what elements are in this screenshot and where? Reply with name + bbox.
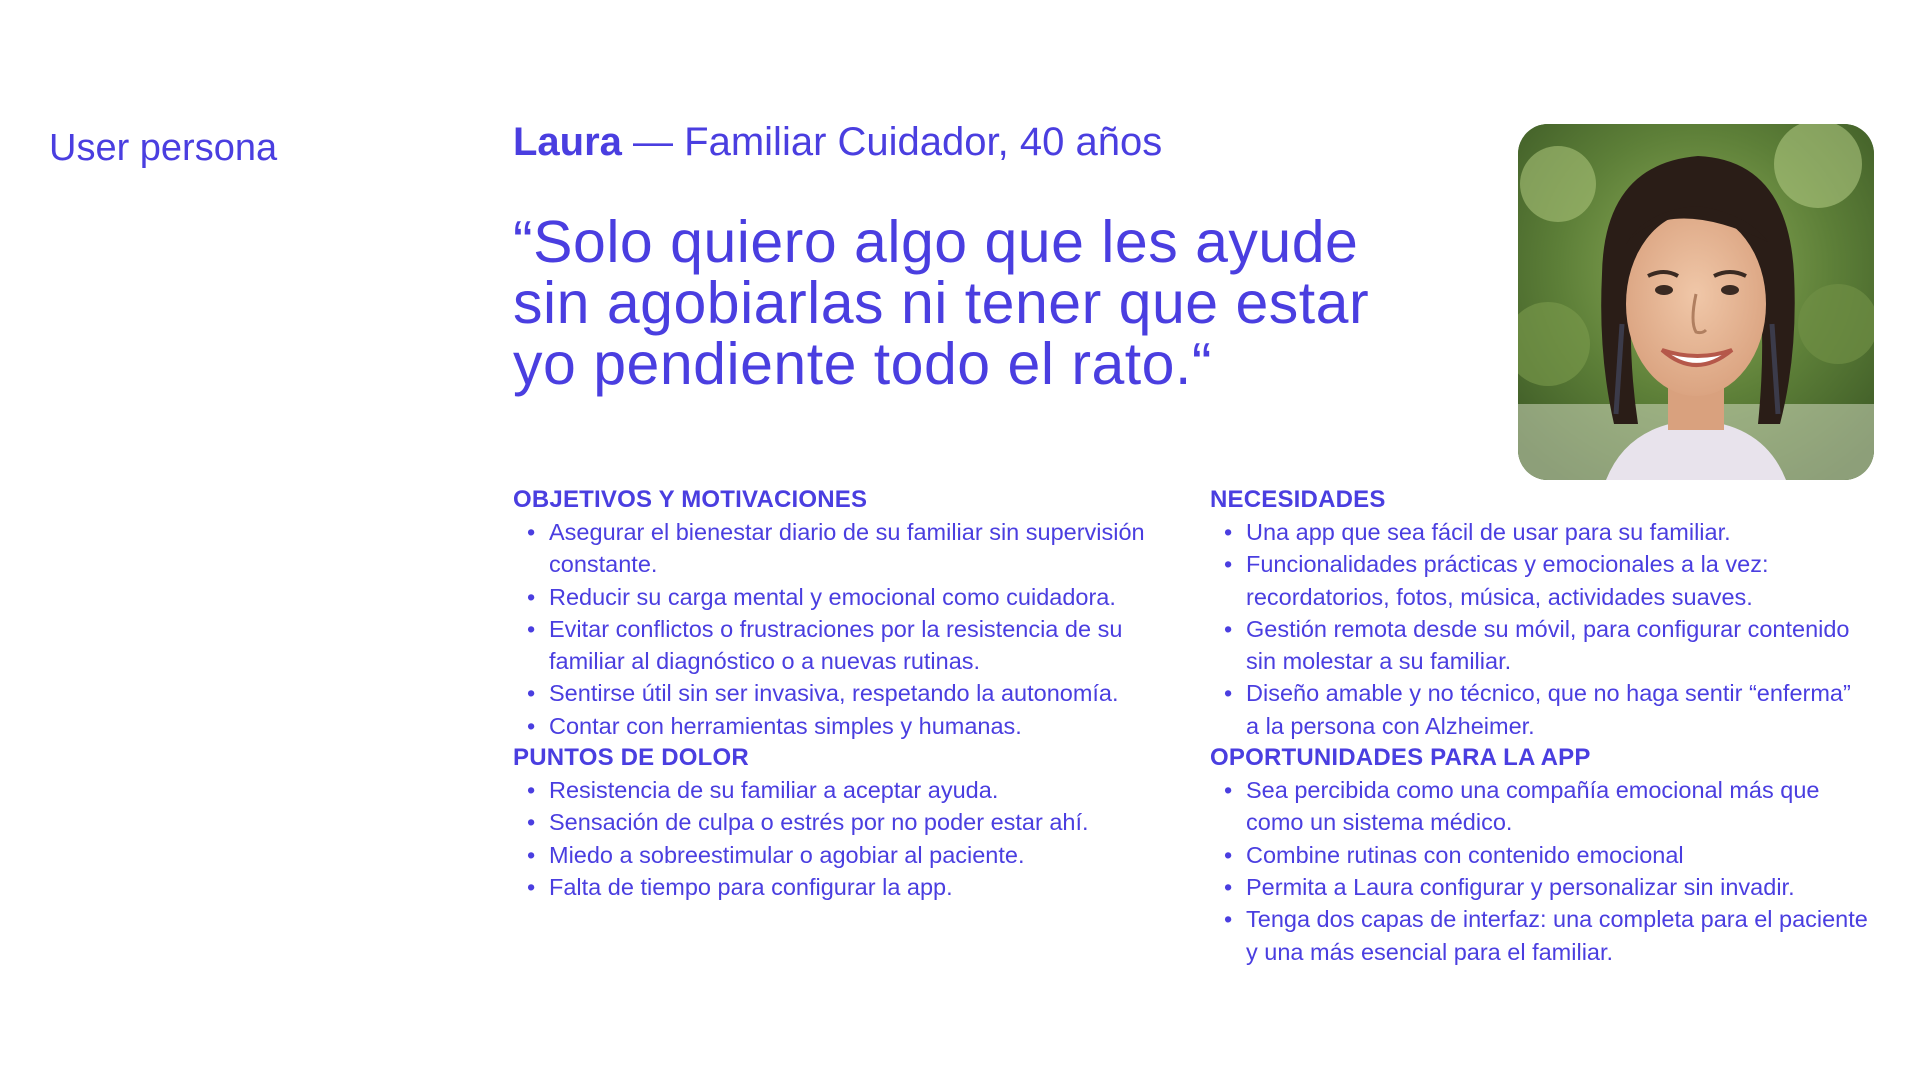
persona-quote: “Solo quiero algo que les ayude sin agobiarlas ni tener que estar yo pendiente todo el rato.“ [513, 209, 1370, 397]
list-dolor [513, 774, 1193, 903]
list-item: • Evitar conflictos o frustraciones por la resistencia de su familiar al diagnóstico o a nuevas rutinas. [513, 613, 1193, 678]
bullet-icon: • [1224, 615, 1233, 642]
bullet-icon: • [1224, 841, 1233, 868]
list-item: • Una app que sea fácil de usar para su familiar. [1210, 516, 1870, 548]
bullet-icon: • [1224, 519, 1233, 545]
list-item: • Sensación de culpa o estrés por no poder estar ahí. [513, 806, 1193, 838]
bullet-icon: • [527, 841, 536, 868]
list-item: • Resistencia de su familiar a aceptar ayuda. [513, 774, 1193, 806]
persona-role: — Familiar Cuidador, 40 años [621, 120, 1163, 164]
bullet-icon: • [527, 712, 536, 739]
list-oportunidades [1210, 774, 1870, 968]
section-objetivos [513, 484, 1193, 742]
section-heading-necesidades: NECESIDADES [1210, 486, 1386, 513]
bullet-icon: • [527, 519, 536, 545]
list-item: • Asegurar el bienestar diario de su familiar sin supervisión constante. [513, 516, 1193, 581]
bullet-icon: • [527, 583, 536, 610]
section-heading-dolor: PUNTOS DE DOLOR [513, 744, 749, 772]
right-column [1210, 484, 1870, 968]
section-oportunidades [1210, 742, 1870, 968]
list-item: • Combine rutinas con contenido emocional [1210, 839, 1870, 871]
section-necesidades [1210, 484, 1870, 742]
section-heading-objetivos: OBJETIVOS Y MOTIVACIONES [513, 486, 868, 513]
list-item: • Diseño amable y no técnico, que no haga sentir “enferma” a la persona con Alzheimer. [1210, 677, 1870, 742]
list-objetivos [513, 516, 1193, 742]
persona-photo [1518, 124, 1874, 480]
list-necesidades [1210, 516, 1870, 742]
list-item: • Sentirse útil sin ser invasiva, respetando la autonomía. [513, 677, 1193, 709]
section-dolor [513, 742, 1193, 903]
bullet-icon: • [527, 873, 536, 900]
bullet-icon: • [527, 777, 536, 804]
list-item: • Funcionalidades prácticas y emocionales a la vez: recordatorios, fotos, música, actividades suaves. [1210, 548, 1870, 613]
persona-name: Laura [513, 120, 622, 164]
list-item: • Miedo a sobreestimular o agobiar al paciente. [513, 839, 1193, 871]
left-column [513, 484, 1193, 903]
bullet-icon: • [527, 615, 536, 642]
bullet-icon: • [1224, 873, 1233, 900]
list-item: • Falta de tiempo para configurar la app. [513, 871, 1193, 903]
list-item: • Contar con herramientas simples y humanas. [513, 710, 1193, 742]
bullet-icon: • [1224, 680, 1233, 707]
bullet-icon: • [1224, 906, 1233, 933]
bullet-icon: • [1224, 777, 1233, 804]
list-item: • Gestión remota desde su móvil, para configurar contenido sin molestar a su familiar. [1210, 613, 1870, 678]
bullet-icon: • [527, 680, 536, 707]
section-heading-oportunidades: OPORTUNIDADES PARA LA APP [1210, 744, 1591, 772]
persona-header [513, 118, 1162, 166]
list-item: • Tenga dos capas de interfaz: una completa para el paciente y una más esencial para el familiar. [1210, 903, 1870, 968]
list-item: • Permita a Laura configurar y personalizar sin invadir. [1210, 871, 1870, 903]
list-item: • Reducir su carga mental y emocional como cuidadora. [513, 581, 1193, 613]
bullet-icon: • [527, 809, 536, 836]
portrait-image [1518, 124, 1874, 480]
bullet-icon: • [1224, 551, 1233, 578]
section-label: User persona [49, 127, 278, 169]
list-item: • Sea percibida como una compañía emocional más que como un sistema médico. [1210, 774, 1870, 839]
